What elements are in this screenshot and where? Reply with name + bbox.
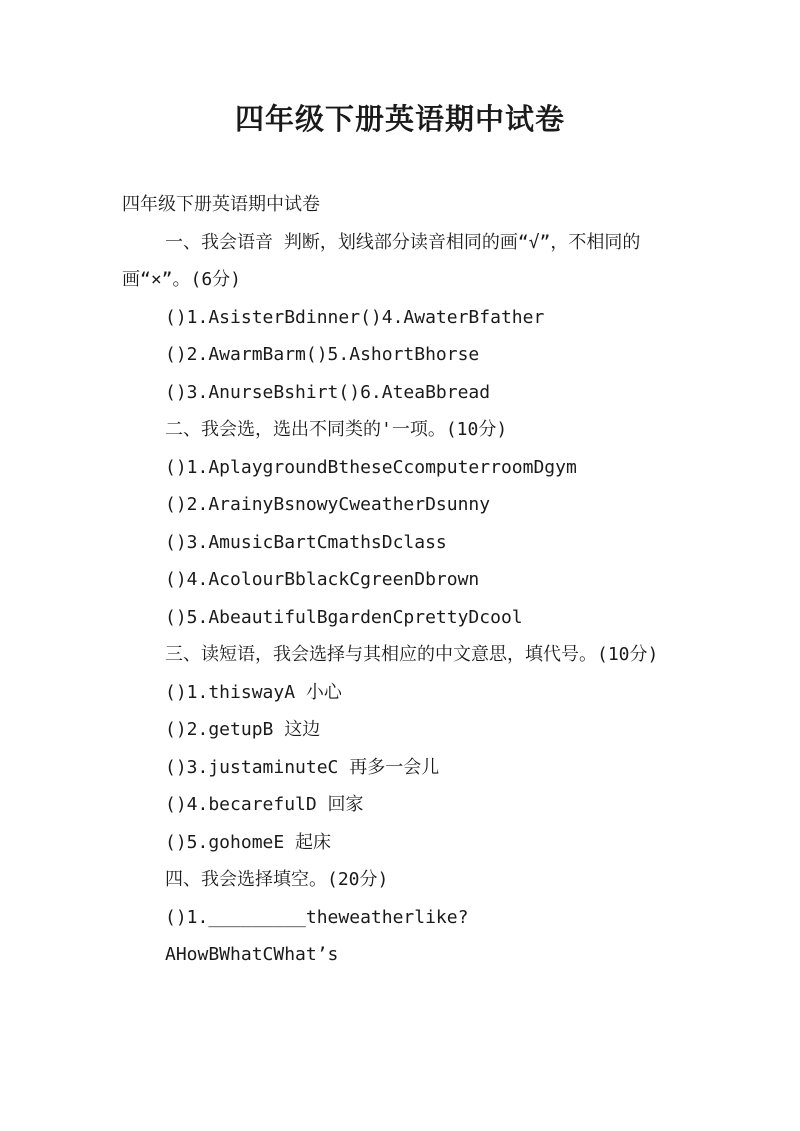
- section-3-heading: 三、读短语，我会选择与其相应的中文意思，填代号。(10分): [165, 644, 659, 665]
- question-line: ()4.AcolourBblackCgreenDbrown: [165, 569, 480, 590]
- question-line: ()5.gohomeE 起床: [165, 831, 332, 853]
- question-line: ()2.ArainyBsnowyCweatherDsunny: [165, 494, 491, 515]
- question-line: ()5.AbeautifulBgardenCprettyDcool: [165, 606, 523, 628]
- subtitle-line: 四年级下册英语期中试卷: [122, 194, 320, 215]
- document-body: [122, 186, 682, 974]
- question-line: ()3.AnurseBshirt()6.AteaBbread: [165, 381, 491, 403]
- section-2-heading: 二、我会选，选出不同类的'一项。(10分): [165, 419, 508, 440]
- section-4-heading: 四、我会选择填空。(20分): [165, 869, 389, 890]
- document-title: 四年级下册英语期中试卷: [234, 102, 565, 136]
- question-line: ()1._________theweatherlike?: [165, 906, 469, 928]
- question-line: ()1.AsisterBdinner()4.AwaterBfather: [165, 306, 545, 328]
- section-1-heading: 一、我会语音 判断，划线部分读音相同的画“√”，不相同的画“×”。(6分): [122, 231, 641, 290]
- question-line: ()3.AmusicBartCmathsDclass: [165, 531, 447, 553]
- question-line: ()2.AwarmBarm()5.AshortBhorse: [165, 344, 480, 365]
- question-line: ()1.thiswayA 小心: [165, 681, 342, 703]
- answer-options: AHowBWhatCWhat’s: [165, 944, 339, 965]
- question-line: ()4.becarefulD 回家: [165, 794, 364, 815]
- question-line: ()3.justaminuteC 再多一会儿: [165, 756, 440, 778]
- question-line: ()2.getupB 这边: [165, 719, 321, 740]
- question-line: ()1.AplaygroundBtheseCcomputerroomDgym: [165, 456, 577, 478]
